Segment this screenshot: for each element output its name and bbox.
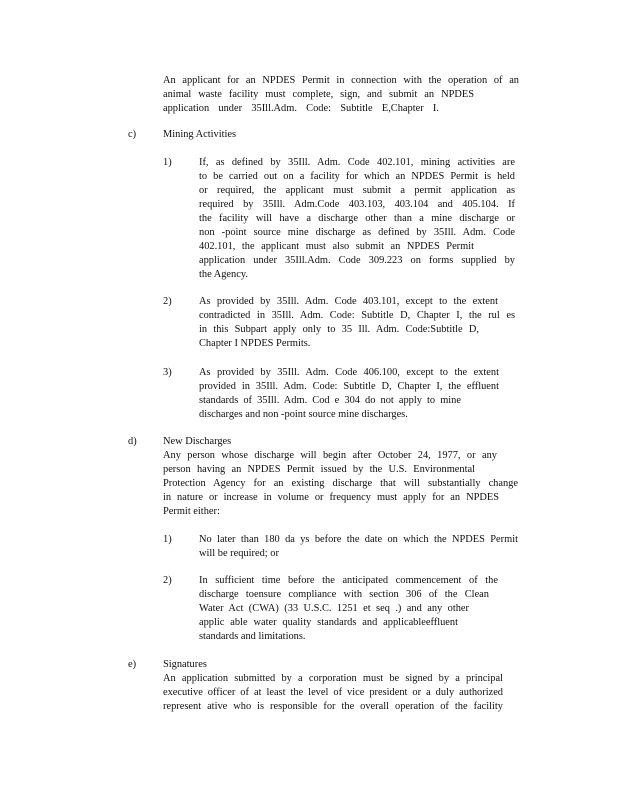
text-line: in nature or increase in volume or frequency must apply for an NPDES — [163, 492, 499, 503]
intro-paragraph — [163, 74, 519, 116]
text-line: An application submitted by a corporation must be signed by a principal — [163, 673, 503, 684]
text-line: No later than 180 da ys before the date on which the NPDES Permit — [199, 534, 518, 545]
text-line: the facility will have a discharge other than a mine discharge or — [199, 213, 515, 224]
section-e-label: e) — [128, 659, 137, 670]
section-c-item-3-number: 3) — [163, 367, 172, 378]
text-line: applic able water quality standards and applicableeffluent — [199, 617, 458, 628]
text-line: 402.101, the applicant must also submit an NPDES Permit — [199, 241, 474, 252]
section-c-item-1-number: 1) — [163, 157, 172, 168]
text-line: discharge toensure compliance with section 306 of the Clean — [199, 589, 489, 600]
text-line: the Agency. — [199, 269, 248, 280]
section-d-item-1-text — [199, 533, 518, 561]
section-d-item-2-text — [199, 574, 498, 644]
text-line: in this Subpart apply only to 35 Ill. Adm. Code:Subtitle D, — [199, 324, 479, 335]
text-line: application under 35Ill.Adm. Code: Subtitle E,Chapter I. — [163, 103, 439, 114]
section-d-item-2-number: 2) — [163, 575, 172, 586]
section-c-item-1-text — [199, 156, 515, 282]
text-line: required by 35Ill. Adm.Code 403.103, 403.104 and 405.104. If — [199, 199, 515, 210]
section-c-heading: Mining Activities — [163, 129, 237, 140]
text-line: As provided by 35Ill. Adm. Code 403.101, except to the extent — [199, 296, 498, 307]
text-line: As provided by 35Ill. Adm. Code 406.100, except to the extent — [199, 367, 499, 378]
section-d-paragraph — [163, 449, 518, 519]
text-line: Protection Agency for an existing discharge that will substantially change — [163, 478, 518, 489]
text-line: person having an NPDES Permit issued by the U.S. Environmental — [163, 464, 475, 475]
section-c-item-2-text — [199, 295, 515, 351]
section-e-heading: Signatures — [163, 659, 207, 670]
text-line: Any person whose discharge will begin after October 24, 1977, or any — [163, 450, 497, 461]
section-d-label: d) — [128, 436, 137, 447]
text-line: application under 35Ill.Adm. Code 309.223 on forms supplied by — [199, 255, 515, 266]
section-d-heading: New Discharges — [163, 436, 232, 447]
section-c-item-3-text — [199, 366, 499, 422]
text-line: animal waste facility must complete, sign, and submit an NPDES — [163, 89, 474, 100]
text-line: standards and limitations. — [199, 631, 306, 642]
text-line: Chapter I NPDES Permits. — [199, 338, 311, 349]
text-line: Permit either: — [163, 506, 220, 517]
text-line: or required, the applicant must submit a permit application as — [199, 185, 515, 196]
text-line: standards of 35Ill. Adm. Cod e 304 do not apply to mine — [199, 395, 461, 406]
text-line: executive officer of at least the level of vice president or a duly authorized — [163, 687, 503, 698]
text-line: discharges and non -point source mine discharges. — [199, 409, 408, 420]
text-line: contradicted in 35Ill. Adm. Code: Subtitle D, Chapter I, the rul es — [199, 310, 515, 321]
section-c-label: c) — [128, 129, 137, 140]
section-e-paragraph — [163, 672, 503, 714]
text-line: In sufficient time before the anticipated commencement of the — [199, 575, 498, 586]
text-line: If, as defined by 35Ill. Adm. Code 402.101, mining activities are — [199, 157, 515, 168]
section-c-item-2-number: 2) — [163, 296, 172, 307]
text-line: An applicant for an NPDES Permit in connection with the operation of an — [163, 75, 519, 86]
text-line: to be carried out on a facility for which an NPDES Permit is held — [199, 171, 515, 182]
text-line: provided in 35Ill. Adm. Code: Subtitle D, Chapter I, the effluent — [199, 381, 499, 392]
text-line: represent ative who is responsible for the overall operation of the facility — [163, 701, 503, 712]
text-line: will be required; or — [199, 548, 279, 559]
text-line: Water Act (CWA) (33 U.S.C. 1251 et seq .) and any other — [199, 603, 469, 614]
text-line: non -point source mine discharge as defined by 35Ill. Adm. Code — [199, 227, 515, 238]
section-d-item-1-number: 1) — [163, 534, 172, 545]
